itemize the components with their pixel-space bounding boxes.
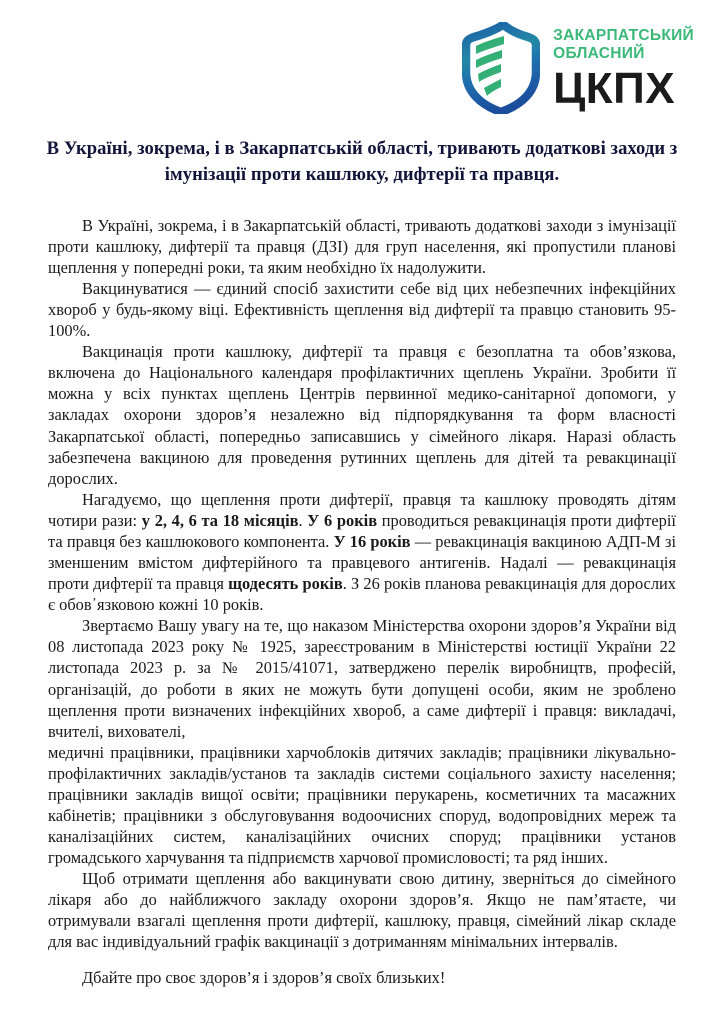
p4-segment-2: . [298, 510, 308, 530]
p4-segment-5: . З 26 років планова ревакцинація для дорослих є обов᾿язковою кожні 10 років. [48, 574, 676, 615]
paragraph-2: Вакцинуватися — єдиний спосіб захистити себе від цих небезпечних інфекційних хвороб у будь-якому віці. Ефективність щеплення від дифтерії та правцю становить 95-100%. [48, 279, 676, 341]
logo-abbreviation: ЦКПХ [553, 64, 676, 114]
logo-line-2: ОБЛАСНИЙ [553, 45, 645, 62]
document-header [0, 0, 724, 114]
organization-logo [462, 22, 694, 114]
paragraph-4-schedule [48, 489, 676, 615]
logo-wordmark [553, 25, 694, 112]
paragraph-6-professions-list: медичні працівники, працівники харчоблоків дитячих закладів; працівники лікувально-профілактичних закладів/установ та закладів системи соціального захисту населення; працівники закладів вищої освіти; працівники перукарень, косметичних та масажних кабінетів; працівники з обслуговування водоочисних споруд, водопровідних мереж та каналізаційних систем, каналізаційних очисних споруд; працівники установ громадського харчування та підприємств харчової промисловості; та ряд інших. [48, 742, 676, 868]
logo-line-1: ЗАКАРПАТСЬКИЙ [553, 26, 694, 44]
p4-segment-1: Нагадуємо, що щеплення проти дифтерії, правця та кашлюку проводять дітям чотири рази: [48, 489, 676, 530]
p4-bold-every-ten-years: щодесять років [228, 574, 343, 594]
p4-bold-age-6: У 6 років [307, 510, 378, 530]
paragraph-8-closing: Дбайте про своє здоров’я і здоров’я своїх близьких! [82, 967, 446, 987]
shield-logo-icon [462, 22, 540, 114]
paragraph-5-ministry-order: Звертаємо Вашу увагу на те, що наказом Міністерства охорони здоров’я України від 08 листопада 2023 року № 1925, зареєстрованим в Міністерстві юстиції України 22 листопада 2023 р. за № 2015/41071, затверджено перелік виробництв, професій, організацій, до роботи в яких не можуть бути допущені особи, яким не зроблено щеплення проти визначених інфекційних хвороб, а саме дифтерії і правця: викладачі, вчителі, вихователі, [48, 616, 676, 741]
paragraph-1: В Україні, зокрема, і в Закарпатській області, тривають додаткові заходи з імунізації проти кашлюку, дифтерії та правця (ДЗІ) для груп населення, які пропустили планові щеплення у попередні роки, та яким необхідно їх надолужити. [48, 215, 676, 277]
p4-bold-infant-schedule: у 2, 4, 6 та 18 місяців [141, 510, 299, 530]
paragraph-3: Вакцинація проти кашлюку, дифтерії та правця є безоплатна та обов’язкова, включена до Національного календаря профілактичних щеплень України. Зробити її можна у всіх пунктах щеплень Центрів первинної медико-санітарної допомоги, у закладах охорони здоров’я незалежно від підпорядкування та форм власності Закарпатської області, попередньо записавшись у сімейного лікаря. Наразі область забезпечена вакциною для проведення рутинних щеплень для дітей та ревакцинації дорослих. [48, 342, 676, 488]
page-title: В Україні, зокрема, і в Закарпатській області, тривають додаткові заходи з імунізації проти кашлюку, дифтерії та правця. [46, 138, 678, 186]
p4-segment-3: проводиться ревакцинація проти дифтерії та правця без кашлюкового компонента. [48, 510, 676, 551]
document-body [48, 215, 676, 988]
p4-bold-age-16: У 16 років [333, 531, 411, 551]
paragraph-7-how-to-vaccinate: Щоб отримати щеплення або вакцинувати свою дитину, зверніться до сімейного лікаря або до найближчого закладу охорони здоров’я. Якщо не пам’ятаєте, чи отримували взагалі щеплення проти дифтерії, кашлюку, правця, сімейний лікар складе для вас індивідуальний графік вакцинації з дотриманням мінімальних інтервалів. [48, 869, 676, 952]
p4-segment-4: — ревакцинація вакциною АДП-М зі зменшеним вмістом дифтерійного та правцевого антигенів. Надалі — ревакцинація проти дифтерії та правця [48, 531, 676, 594]
